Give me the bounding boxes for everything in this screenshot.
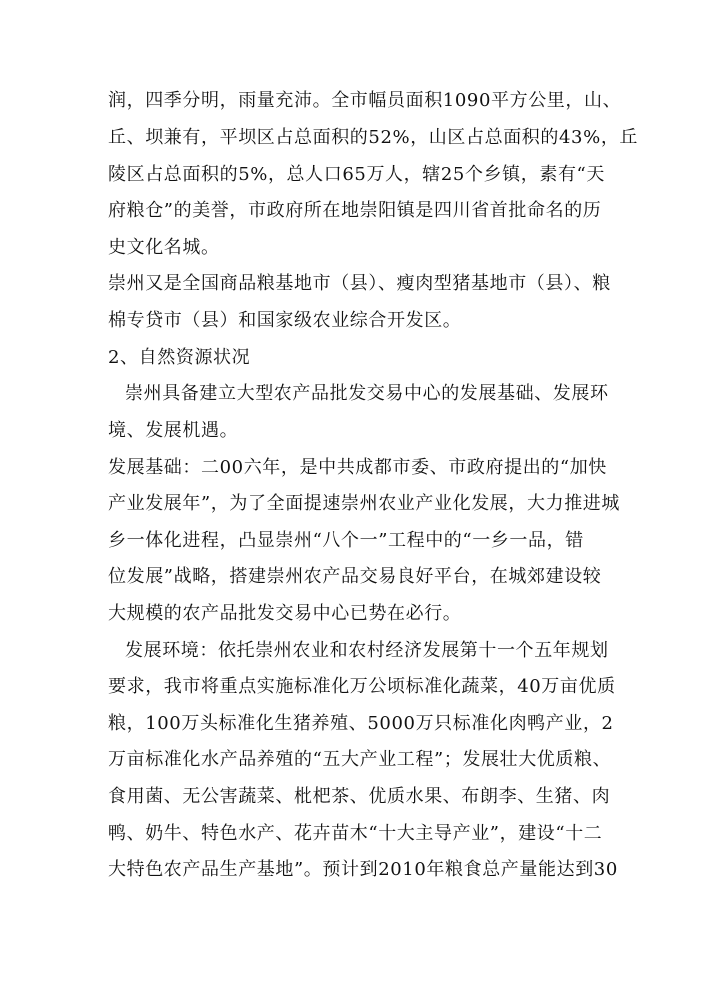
text-line: 境、发展机遇。 (108, 420, 239, 441)
text-line: 大特色农产品生产基地”。预计到2010年粮食总产量能达到30 (108, 859, 618, 880)
text-line: 乡一体化进程，凸显崇州“八个一”工程中的“一乡一品，错 (108, 530, 584, 551)
text-line: 发展基础：二00六年，是中共成都市委、市政府提出的“加快 (108, 457, 607, 478)
section-heading: 2、自然资源状况 (108, 347, 251, 368)
text-line: 万亩标准化水产品养殖的“五大产业工程”；发展壮大优质粮、 (108, 749, 612, 770)
text-line: 粮，100万头标准化生猪养殖、5000万只标准化肉鸭产业，2 (108, 713, 614, 734)
text-line: 位发展”战略，搭建崇州农产品交易良好平台，在城郊建设较 (108, 566, 602, 587)
text-line: 鸭、奶牛、特色水产、花卉苗木“十大主导产业”，建设“十二 (108, 823, 603, 844)
text-line: 大规模的农产品批发交易中心已势在必行。 (108, 603, 462, 624)
text-line: 润，四季分明，雨量充沛。全市幅员面积1090平方公里，山、 (108, 90, 622, 111)
text-line: 崇州又是全国商品粮基地市（县）、瘦肉型猪基地市（县）、粮 (108, 273, 611, 294)
text-line: 棉专贷市（县）和国家级农业综合开发区。 (108, 310, 462, 331)
text-line: 陵区占总面积的5%，总人口65万人，辖25个乡镇，素有“天 (108, 164, 605, 185)
text-line: 府粮仓”的美誉，市政府所在地崇阳镇是四川省首批命名的历 (108, 200, 602, 221)
text-line: 史文化名城。 (108, 237, 220, 258)
text-line: 发展环境：依托崇州农业和农村经济发展第十一个五年规划 (125, 640, 609, 661)
text-line: 崇州具备建立大型农产品批发交易中心的发展基础、发展环 (125, 383, 609, 404)
text-line: 要求，我市将重点实施标准化万公顷标准化蔬菜，40万亩优质 (108, 676, 616, 697)
text-line: 产业发展年”，为了全面提速崇州农业产业化发展，大力推进城 (108, 493, 620, 514)
text-line: 丘、坝兼有，平坝区占总面积的52%，山区占总面积的43%，丘 (108, 127, 639, 148)
text-line: 食用菌、无公害蔬菜、枇杷茶、优质水果、布朗李、生猪、肉 (108, 786, 611, 807)
